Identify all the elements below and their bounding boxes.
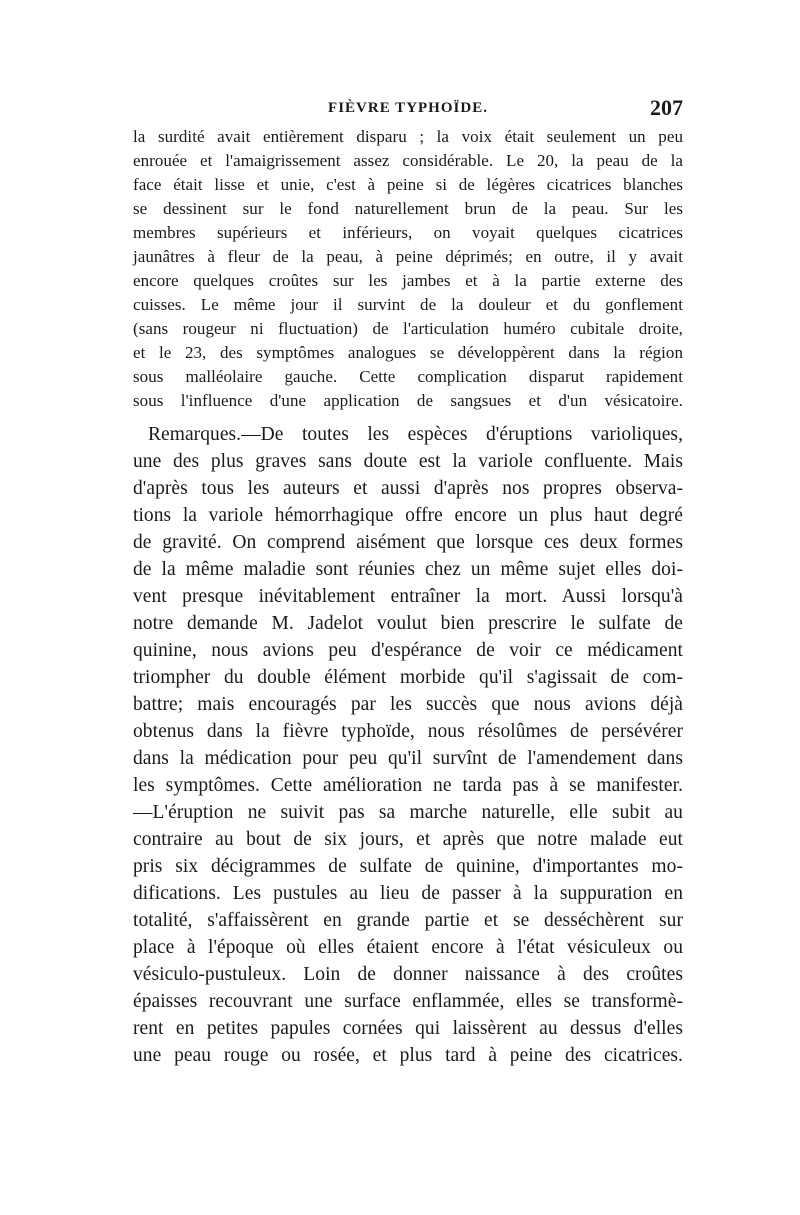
text-line: tions la variole hémorrhagique offre encore un plus haut degré (133, 505, 683, 526)
text-line: d'après tous les auteurs et aussi d'après nos propres observa- (133, 478, 683, 499)
text-line: totalité, s'affaissèrent en grande partie et se desséchèrent sur (133, 910, 683, 931)
text-line: de la même maladie sont réunies chez un même sujet elles doi- (133, 559, 683, 580)
text-line: (sans rougeur ni fluctuation) de l'articulation huméro cubitale droite, (133, 319, 683, 338)
text-line: une des plus graves sans doute est la variole confluente. Mais (133, 451, 683, 472)
text-line: membres supérieurs et inférieurs, on voyait quelques cicatrices (133, 223, 683, 242)
text-line: notre demande M. Jadelot voulut bien prescrire le sulfate de (133, 613, 683, 634)
text-line: de gravité. On comprend aisément que lorsque ces deux formes (133, 532, 683, 553)
text-line: obtenus dans la fièvre typhoïde, nous résolûmes de persévérer (133, 721, 683, 742)
text-line: rent en petites papules cornées qui laissèrent au dessus d'elles (133, 1018, 683, 1039)
text-line: épaisses recouvrant une surface enflammée, elles se transformè- (133, 991, 683, 1012)
text-line: la surdité avait entièrement disparu ; la voix était seulement un peu (133, 127, 683, 146)
text-line: une peau rouge ou rosée, et plus tard à peine des cicatrices. (133, 1045, 683, 1066)
text-line: vésiculo-pustuleux. Loin de donner naissance à des croûtes (133, 964, 683, 985)
text-line: jaunâtres à fleur de la peau, à peine déprimés; en outre, il y avait (133, 247, 683, 266)
text-line: dans la médication pour peu qu'il survînt de l'amendement dans (133, 748, 683, 769)
running-header (133, 95, 683, 122)
running-title: FIÈVRE TYPHOÏDE. (328, 100, 488, 116)
text-line: encore quelques croûtes sur les jambes et à la partie externe des (133, 271, 683, 290)
text-line: Remarques.—De toutes les espèces d'éruptions varioliques, (148, 424, 683, 445)
text-line: cuisses. Le même jour il survint de la douleur et du gonflement (133, 295, 683, 314)
page-number: 207 (650, 95, 683, 120)
text-line: les symptômes. Cette amélioration ne tarda pas à se manifester. (133, 775, 683, 796)
text-line: se dessinent sur le fond naturellement brun de la peau. Sur les (133, 199, 683, 218)
text-line: et le 23, des symptômes analogues se développèrent dans la région (133, 343, 683, 362)
text-line: triompher du double élément morbide qu'il s'agissait de com- (133, 667, 683, 688)
text-line: —L'éruption ne suivit pas sa marche naturelle, elle subit au (133, 802, 683, 823)
text-line: quinine, nous avions peu d'espérance de voir ce médicament (133, 640, 683, 661)
text-line: difications. Les pustules au lieu de passer à la suppuration en (133, 883, 683, 904)
text-line: pris six décigrammes de sulfate de quinine, d'importantes mo- (133, 856, 683, 877)
text-line: place à l'époque où elles étaient encore à l'état vésiculeux ou (133, 937, 683, 958)
text-line: contraire au bout de six jours, et après que notre malade eut (133, 829, 683, 850)
text-line: battre; mais encouragés par les succès que nous avions déjà (133, 694, 683, 715)
text-line: enrouée et l'amaigrissement assez considérable. Le 20, la peau de la (133, 151, 683, 170)
text-line: face était lisse et unie, c'est à peine si de légères cicatrices blanches (133, 175, 683, 194)
text-line: sous malléolaire gauche. Cette complication disparut rapidement (133, 367, 683, 386)
text-line: sous l'influence d'une application de sangsues et d'un vésicatoire. (133, 391, 683, 410)
text-line: vent presque inévitablement entraîner la mort. Aussi lorsqu'à (133, 586, 683, 607)
